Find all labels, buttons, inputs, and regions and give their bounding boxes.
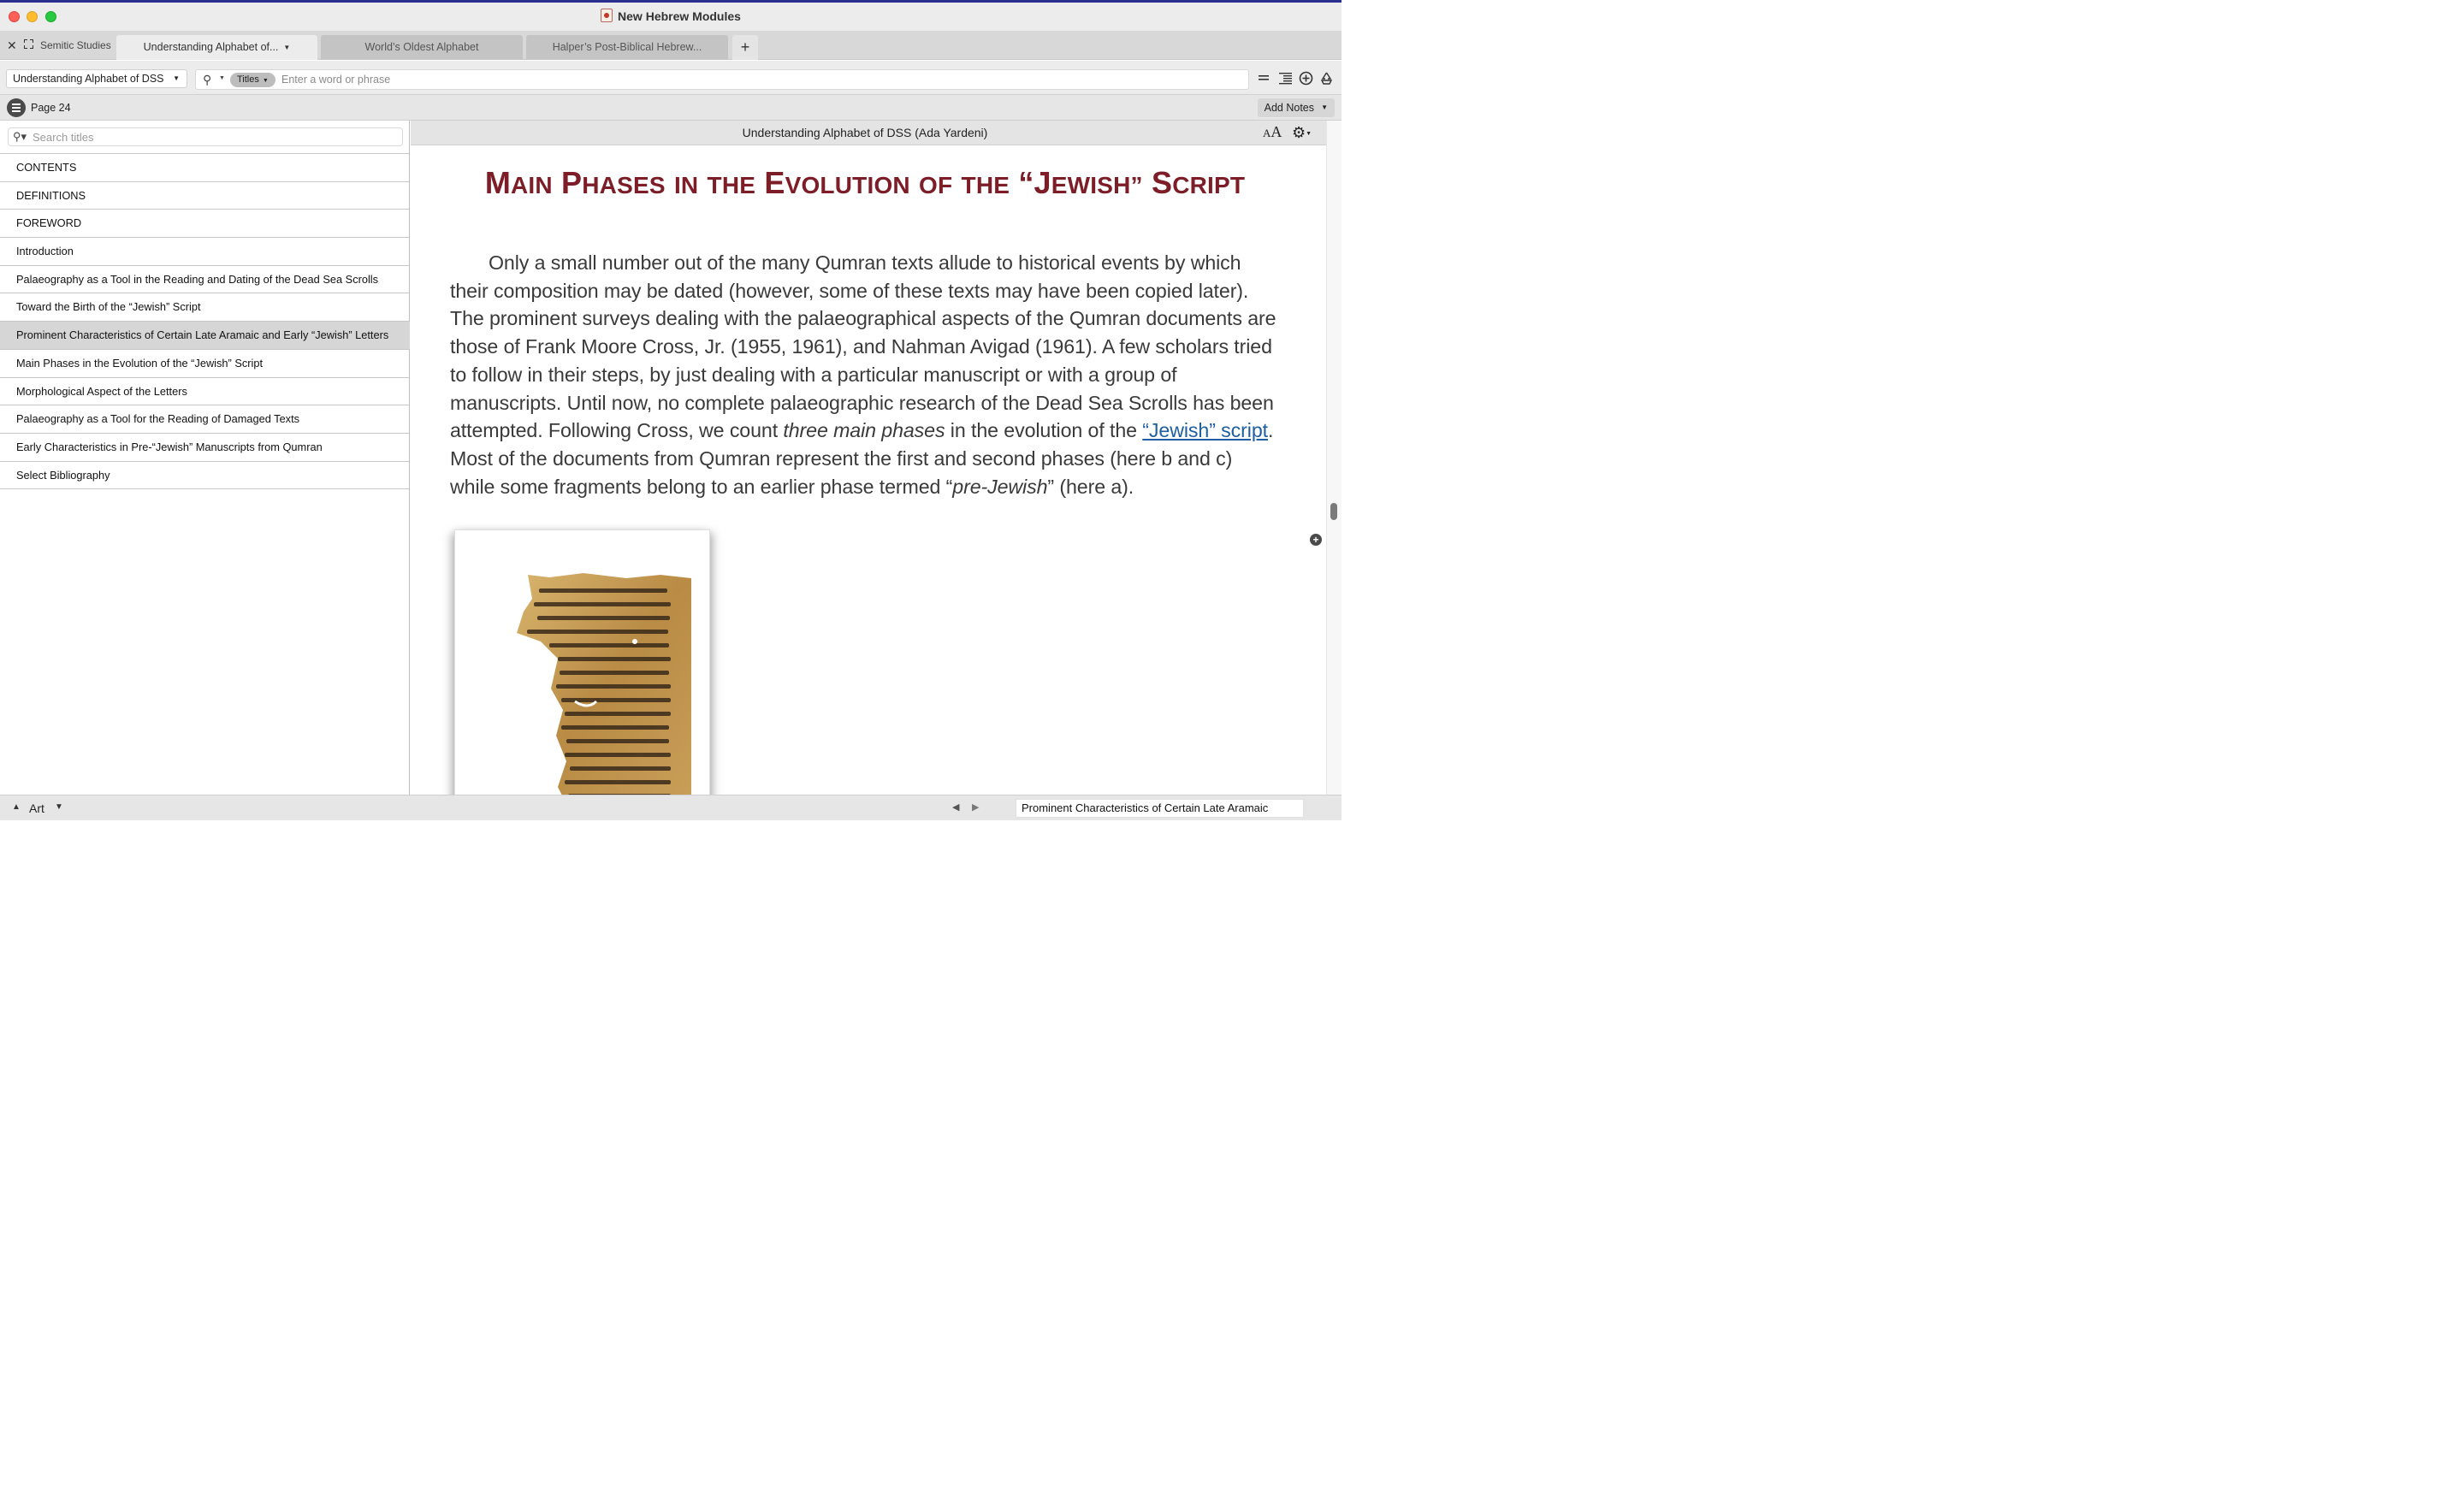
heading-smallcaps: THE xyxy=(707,172,756,198)
search-box xyxy=(195,69,1249,90)
title-search-box xyxy=(8,127,403,146)
tab-label: Understanding Alphabet of... xyxy=(143,41,279,53)
reader-scrollbar[interactable] xyxy=(1326,121,1342,795)
add-notes-label: Add Notes xyxy=(1264,102,1314,114)
chevron-down-icon: ▼ xyxy=(173,74,180,82)
heading-smallcaps: CRIPT xyxy=(1172,172,1246,198)
title-bar xyxy=(0,3,1342,31)
reader-header xyxy=(411,121,1326,145)
heading-cap: E xyxy=(764,165,785,200)
search-scope-label: Titles xyxy=(237,74,259,85)
heading-word xyxy=(674,165,698,200)
expand-icon[interactable] xyxy=(24,39,33,49)
title-search-input[interactable] xyxy=(33,130,392,144)
location-field[interactable]: Prominent Characteristics of Certain Late Aramaic xyxy=(1016,799,1304,818)
heading-cap: “J xyxy=(1018,165,1051,200)
heading-smallcaps: HASES xyxy=(582,172,666,198)
tab-label: World’s Oldest Alphabet xyxy=(364,41,479,53)
app-window xyxy=(0,0,1342,818)
tab-worlds-oldest-alphabet[interactable] xyxy=(321,35,523,60)
body-paragraph xyxy=(450,249,1276,500)
toc-item-morphological-aspect[interactable]: Morphological Aspect of the Letters xyxy=(0,378,410,406)
toc-sidebar xyxy=(0,121,410,795)
para-emphasis: three main phases xyxy=(783,419,945,442)
gear-icon[interactable]: ⚙▼ xyxy=(1292,124,1312,141)
next-icon[interactable]: ▶ xyxy=(972,802,980,813)
heading-cap: P xyxy=(561,165,583,200)
parallel-icon[interactable] xyxy=(1256,71,1271,86)
tab-bar xyxy=(0,31,1342,60)
search-input[interactable] xyxy=(281,72,1223,87)
heading-word xyxy=(764,165,909,200)
reader-pane xyxy=(411,121,1342,795)
toc-list-icon[interactable] xyxy=(7,98,26,117)
toc-item-foreword[interactable]: FOREWORD xyxy=(0,210,410,238)
window-title-text: New Hebrew Modules xyxy=(618,9,741,23)
reader-title: Understanding Alphabet of DSS (Ada Yardeni) xyxy=(742,126,988,139)
heading-word xyxy=(962,165,1010,200)
resource-select[interactable] xyxy=(6,69,187,88)
list-align-icon[interactable] xyxy=(1277,71,1293,86)
scroll-fragment-image[interactable] xyxy=(454,529,710,803)
chevron-down-icon: ▼ xyxy=(1321,103,1328,111)
toc-item-select-bibliography[interactable]: Select Bibliography xyxy=(0,462,410,490)
add-tab-button[interactable]: + xyxy=(732,35,758,60)
search-scope-pill[interactable] xyxy=(230,73,275,87)
jewish-script-link[interactable]: “Jewish” script xyxy=(1142,419,1268,442)
page-number: Page 24 xyxy=(31,102,71,114)
chevron-down-icon: ▼ xyxy=(262,78,269,84)
tab-group-label[interactable]: Semitic Studies xyxy=(40,39,111,51)
toc-item-prominent-characteristics[interactable]: Prominent Characteristics of Certain Late Aramaic and Early “Jewish” Letters xyxy=(0,322,410,350)
add-circle-icon[interactable] xyxy=(1298,71,1313,86)
layout-label[interactable]: Art xyxy=(29,801,44,815)
para-emphasis: pre-Jewish xyxy=(952,475,1048,498)
tab-label: Halper’s Post-Biblical Hebrew... xyxy=(552,41,702,53)
toc-list xyxy=(0,153,410,489)
document-icon xyxy=(601,9,613,22)
window-title xyxy=(0,9,1342,23)
toc-item-toward-birth[interactable]: Toward the Birth of the “Jewish” Script xyxy=(0,293,410,322)
page-row xyxy=(0,95,1342,121)
font-size-icon[interactable]: AA xyxy=(1263,123,1282,140)
previous-icon[interactable]: ◀ xyxy=(952,802,960,813)
toolbar xyxy=(0,61,1342,95)
chevron-down-icon[interactable]: ▼ xyxy=(283,44,291,51)
toc-item-introduction[interactable]: Introduction xyxy=(0,238,410,266)
para-text: ” (here a). xyxy=(1047,475,1134,498)
toc-item-early-characteristics[interactable]: Early Characteristics in Pre-“Jewish” Manuscripts from Qumran xyxy=(0,434,410,462)
heading-word xyxy=(561,165,666,200)
heading-word xyxy=(919,165,952,200)
add-notes-button[interactable] xyxy=(1258,98,1335,117)
search-icon[interactable]: ⚲ xyxy=(203,73,212,86)
heading-smallcaps: AIN xyxy=(511,172,553,198)
heading-word xyxy=(708,165,756,200)
heading-word xyxy=(1152,165,1245,200)
heading-smallcaps: THE xyxy=(961,172,1010,198)
para-text: . Most of the documents from Qumran represent the first and second phases (here b and c) while some fragments belong to an earlier phase termed “ xyxy=(450,419,1274,498)
scrollbar-thumb[interactable] xyxy=(1330,503,1337,520)
toc-item-palaeography-damaged[interactable]: Palaeography as a Tool for the Reading of Damaged Texts xyxy=(0,405,410,434)
heading-word xyxy=(1018,165,1142,200)
toc-item-definitions[interactable]: DEFINITIONS xyxy=(0,182,410,210)
para-text: in the evolution of the xyxy=(945,419,1143,442)
heading-smallcaps: VOLUTION xyxy=(785,172,910,198)
chevron-down-icon[interactable]: ▼ xyxy=(219,75,225,81)
heading-smallcaps: OF xyxy=(919,172,953,198)
heading-smallcaps: EWISH” xyxy=(1051,172,1143,198)
resource-select-label: Understanding Alphabet of DSS xyxy=(13,73,164,85)
search-icon[interactable]: ⚲▾ xyxy=(13,130,27,143)
heading-smallcaps: IN xyxy=(673,172,699,198)
triangle-up-icon[interactable]: ▲ xyxy=(12,802,21,812)
tab-halpers-hebrew[interactable] xyxy=(526,35,728,60)
toc-item-main-phases[interactable]: Main Phases in the Evolution of the “Jewish” Script xyxy=(0,350,410,378)
toc-item-palaeography-dating[interactable]: Palaeography as a Tool in the Reading and Dating of the Dead Sea Scrolls xyxy=(0,266,410,294)
add-note-icon[interactable]: + xyxy=(1310,534,1322,546)
heading-cap: M xyxy=(484,165,512,200)
chevron-down-icon[interactable]: ▼ xyxy=(55,802,63,812)
recycle-icon[interactable] xyxy=(1318,71,1334,86)
close-icon[interactable]: ✕ xyxy=(7,38,17,52)
para-text: Only a small number out of the many Qumran texts allude to historical events by which their composition may be dated (however, some of these texts may have been copied later). The prominent surveys dealing with the palaeographical aspects of the Qumran documents are those of Frank Moore Cross, Jr. (1955, 1961), and Nahman Avigad (1961). A few scholars tried to follow in their steps, by just dealing with a particular manuscript or with a group of manuscripts. Until now, no complete palaeographic research of the Dead Sea Scrolls has been attempted. Following Cross, we count xyxy=(450,251,1276,442)
toc-item-contents[interactable]: CONTENTS xyxy=(0,154,410,182)
tab-understanding-alphabet[interactable] xyxy=(116,35,317,60)
section-heading xyxy=(411,165,1319,201)
heading-cap: S xyxy=(1151,165,1173,200)
bottom-bar xyxy=(0,795,1342,820)
heading-word xyxy=(485,165,553,200)
